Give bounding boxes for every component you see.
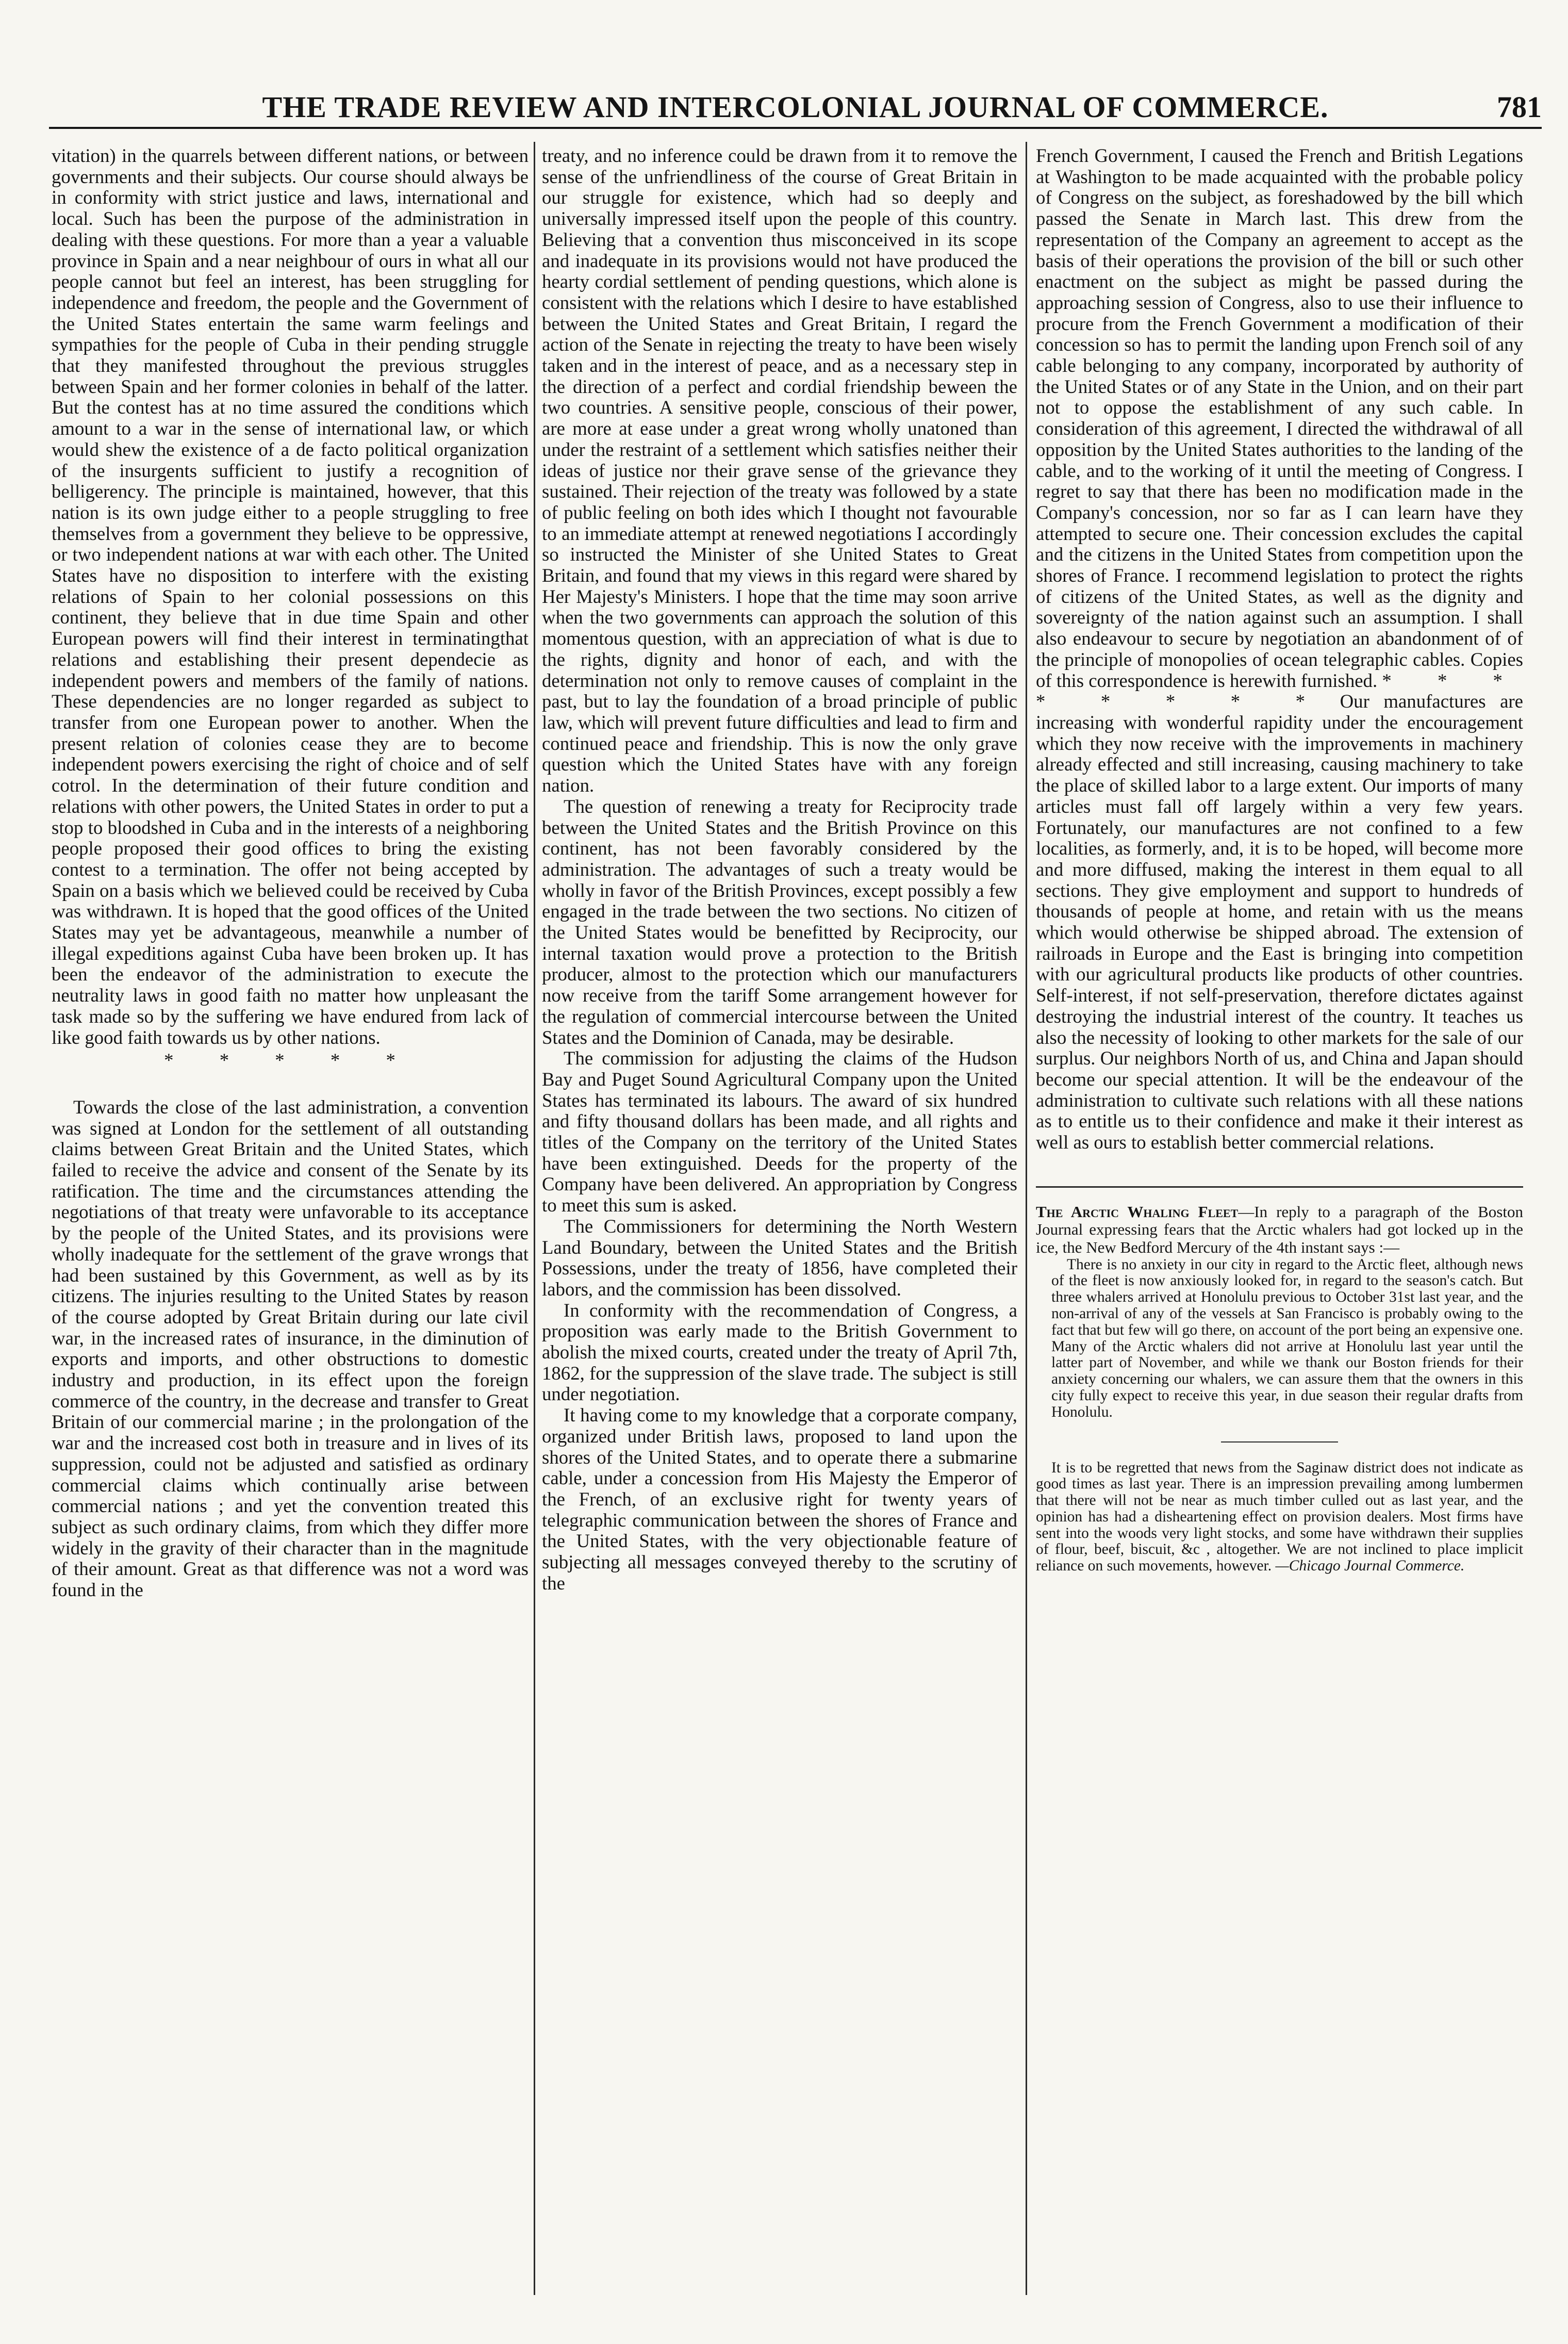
column-1 [52, 145, 529, 2303]
boundary-paragraph: The Commissioners for determining the North Western Land Boundary, between the United States and the British Possessions, under the treaty of 1856, have completed their labors, and the commission has been dissolved. [542, 1215, 1017, 1300]
arctic-heading: The Arctic Whaling Fleet [1036, 1202, 1239, 1221]
hudson-bay-paragraph: The commission for adjusting the claims of the Hudson Bay and Puget Sound Agricultural Company upon the United States has terminated its labours. The award of six hundred and fifty thousand dollars has been made, and all rights and titles of the Company on the territory of the United States have been extinguished. Deeds for the property of the Company have been delivered. An appropriation by Congress to meet this sum is asked. [542, 1047, 1017, 1216]
manufactures-paragraph [1036, 691, 1523, 1153]
cable-paragraph: It having come to my knowledge that a corporate company, organized under British laws, proposed to land upon the shores of the United States, and to operate there a submarine cable, under a concession from His Majesty the Emperor of the French, of an exclusive right for twenty years of telegraphic communication between the shores of France and the United States, with the very objectionable feature of subjecting all messages conveyed thereby to the scrutiny of the [542, 1404, 1017, 1594]
page-number: 781 [1497, 90, 1542, 124]
section-stars: * * * * * [164, 1050, 416, 1071]
french-cable-paragraph [1036, 145, 1523, 691]
arctic-whaling-article [1036, 1203, 1523, 1257]
slave-trade-paragraph: In conformity with the recommendation of Congress, a proposition was early made to the British Government to abolish the mixed courts, created under the treaty of April 7th, 1862, for the suppression of the slave trade. The subject is still under negotiation. [542, 1299, 1017, 1405]
manufactures-text: Our manufactures are increasing with wonderful rapidity under the encouragement which they now receive with the improvements in machinery already effected and still increasing, causing machinery to take the place of skilled labor to a large extent. Our imports of many articles must fall off largely within a very few years. Fortunately, our manufactures are not confined to a few localities, as formerly, and, it is to be hoped, will become more and more diffused, making the interest in them equal to all sections. They give employment and support to hundreds of thousands of people at home, and retain with us the means which would otherwise be shipped abroad. The extension of railroads in Europe and the East is bringing into competition with our agricultural products like products of other countries. Self-interest, if not self-preservation, therefore dictates against destroying the industrial interest of the country. It teaches us also the necessity of looking to other markets for the sale of our surplus. Our neighbors North of us, and China and Japan should become our special attention. It will be the endeavour of the administration to cultivate such relations with all these nations as to entitle us to their confidence and make it their interest as well as ours to establish better commercial relations. [1036, 691, 1523, 1153]
page-header [49, 87, 1542, 129]
french-cable-text: French Government, I caused the French and British Legations at Washington to be made acquainted with the probable policy of Congress on the subject, as foreshadowed by the bill which passed the Senate in March last. This drew from the representation of the Company an agreement to accept as the basis of their operations the provision of the bill or such other enactment on the subject as might be passed during the approaching session of Congress, also to use their influence to procure from the French Government a modification of their concession so has to permit the landing upon French soil of any cable belonging to any company, incorporated by authority of the United States or of any State in the Union, and on their part not to oppose the establishment of any such cable. In consideration of this agreement, I directed the withdrawal of all opposition by the United States authorities to the landing of the cable, and to the working of it until the meeting of Congress. I regret to say that there has been no modification made in the Company's concession, nor so far as I can learn have they attempted to secure one. Their concession excludes the capital and the citizens in the United States from competition upon the shores of France. I recommend legislation to protect the rights of citizens of the United States, as well as the dignity and sovereignty of the nation against such an assumption. I shall also endeavour to secure by negotiation an abandonment of of the principle of monopolies of ocean telegraphic cables. Copies of this correspondence is herewith furnished. [1036, 145, 1523, 691]
section-stars-trailing: * * * [1382, 669, 1523, 691]
reciprocity-paragraph: The question of renewing a treaty for Reciprocity trade between the United States and the British Province on this continent, has not been favorably considered by the administration. The advantages of such a treaty would be wholly in favor of the British Provinces, except possibly a few engaged in the trade between the two sections. No citizen of the United States would be benefitted by Reciprocity, our internal taxation would prove a protection to the British producer, almost to the protection which our manufacturers now receive from the tariff Some arrangement however for the regulation of commercial intercourse between the United States and the Dominion of Canada, may be desirable. [542, 795, 1017, 1048]
short-separator [1221, 1441, 1338, 1443]
saginaw-source: —Chicago Journal Commerce. [1275, 1558, 1465, 1575]
saginaw-article [1036, 1460, 1523, 1575]
arctic-quote-text: There is no anxiety in our city in regard to the Arctic fleet, although news of the fleet is now anxiously looked for, in regard to the season's catch. But three whalers arrived at Honolulu previous to October 31st last year, and the non-arrival of any of the vessels at San Francisco is probably owing to the fact that but few will go there, on account of the port being an expensive one. Many of the Arctic whalers did not arrive at Honolulu last year until the latter part of November, and while we thank our Boston friends for their anxiety concerning our whalers, we can assure them that the owners in this city fully expect to receive this year, in due season their regular drafts from Honolulu. [1051, 1256, 1523, 1420]
section-stars-leading: * * * * * [1036, 691, 1326, 712]
article-separator [1036, 1186, 1523, 1188]
arctic-intro: —In reply to a paragraph of the Boston Journal expressing fears that the Arctic whalers had got locked up in the ice, the New Bedford Mercury of the 4th instant says :— [1036, 1202, 1523, 1256]
column-3 [1036, 145, 1523, 2303]
column-divider-2 [1026, 142, 1027, 2295]
column-divider-1 [534, 142, 535, 2295]
saginaw-text: It is to be regretted that news from the Saginaw district does not indicate as good times as last year. There is an impression prevailing among lumbermen that there will not be near as much timber culled out as last year, and the opinion has had a disheartening effect on provision dealers. Most firms have sent into the woods very light stocks, and some have withdrawn their supplies of flour, beef, biscuit, &c , altogether. We are not inclined to place implicit reliance on such movements, however. [1036, 1459, 1523, 1575]
alabama-claims-paragraph: Towards the close of the last administration, a convention was signed at London for the settlement of all outstanding claims between Great Britain and the United States, which failed to receive the advice and consent of the Senate by its ratification. The time and the circumstances attending the negotiations of that treaty were unfavorable to its acceptance by the people of the United States, and its provisions were wholly inadequate for the settlement of the grave wrongs that had been sustained by this Government, as well as by its citizens. The injuries resulting to the United States by reason of the course adopted by Great Britain during our late civil war, in the increased rates of insurance, in the diminution of exports and imports, and other obstructions to domestic industry and production, in its effect upon the foreign commerce of the country, in the decrease and transfer to Great Britain of our commercial marine ; in the prolongation of the war and the increased cost both in treasure and in lives of its suppression, could not be adjusted and satisfied as ordinary commercial claims which continually arise between commercial nations ; and yet the convention treated this subject as such ordinary claims, from which they differ more widely in the gravity of their character than in the magnitude of their amount. Great as that difference was not a word was found in the [52, 1096, 529, 1601]
cuba-paragraph: vitation) in the quarrels between different nations, or between governments and their subjects. Our course should always be in conformity with strict justice and laws, international and local. Such has been the purpose of the administration in dealing with these questions. For more than a year a valuable province in Spain and a near neighbour of ours in what all our people cannot but feel an interest, has been struggling for independence and freedom, the people and the Government of the United States entertain the same warm feelings and sympathies for the people of Cuba in their pending struggle that they manifested throughout the previous struggles between Spain and her former colonies in behalf of the latter. But the contest has at no time assured the conditions which amount to a war in the sense of international law, or which would shew the existence of a de facto political organization of the insurgents sufficient to justify a recognition of belligerency. The principle is maintained, however, that this nation is its own judge either to a people struggling to free themselves from a government they believe to be oppressive, or two independent nations at war with each other. The United States have no disposition to interfere with the existing relations of Spain to her colonial possessions on this continent, they believe that in due time Spain and other European powers will find their interest in terminatingthat relations and establishing their present dependecie as independent powers and members of the family of nations. These dependencies are no longer regarded as subject to transfer from one European power to another. When the present relation of colonies cease they are to become independent powers exercising the right of choice and of self cotrol. In the determination of their future condition and relations with other powers, the United States in order to put a stop to bloodshed in Cuba and in the interests of a neighboring people proposed their good offices to bring the existing contest to a termination. The offer not being accepted by Spain on a basis which we believed could be received by Cuba was withdrawn. It is hoped that the good offices of the United States may yet be advantageous, meanwhile a number of illegal expeditions against Cuba have been broken up. It has been the endeavor of the administration to execute the neutrality laws in good faith no matter how unpleasant the task made so by the suffering we have endured from lack of like good faith towards us by other nations. [52, 145, 529, 1048]
column-2 [542, 145, 1017, 2303]
arctic-quote [1036, 1257, 1523, 1421]
treaty-paragraph: treaty, and no inference could be drawn from it to remove the sense of the unfriendliness of the course of Great Britain in our struggle for existence, which had so deeply and universally impressed itself upon the people of this country. Believing that a convention thus misconceived in its scope and inadequate in its provisions would not have produced the hearty cordial settlement of pending questions, which alone is consistent with the relations which I desire to have established between the United States and Great Britain, I regard the action of the Senate in rejecting the treaty to have been wisely taken and in the interest of peace, and as a necessary step in the direction of a perfect and cordial friendship beween the two countries. A sensitive people, conscious of their power, are more at ease under a great wrong wholly unatoned than under the restraint of a settlement which satisfies neither their ideas of justice nor their grave sense of the grievance they sustained. Their rejection of the treaty was followed by a state of public feeling on both ides which I thought not favourable to an immediate attempt at renewed negotiations I accordingly so instructed the Minister of she United States to Great Britain, and found that my views in this regard were shared by Her Majesty's Ministers. I hope that the time may soon arrive when the two governments can approach the solution of this momentous question, with an appreciation of what is due to the rights, dignity and honor of each, and with the determination not only to remove causes of complaint in the past, but to lay the foundation of a broad principle of public law, which will prevent future difficulties and lead to firm and continued peace and friendship. This is now the only grave question which the United States have with any foreign nation. [542, 145, 1017, 796]
paragraph-gap [52, 1080, 529, 1097]
journal-title: THE TRADE REVIEW AND INTERCOLONIAL JOURNAL OF COMMERCE. [262, 90, 1329, 124]
